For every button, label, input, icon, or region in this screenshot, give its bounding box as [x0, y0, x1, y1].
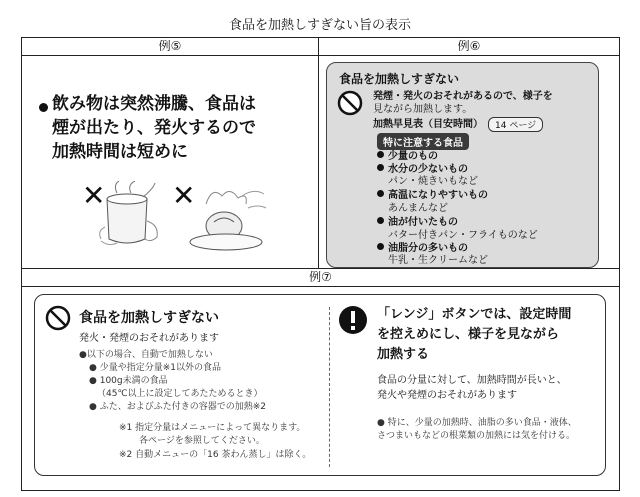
prohibited-x-icon: ✕ — [172, 179, 196, 212]
prohibited-x-icon: ✕ — [82, 179, 106, 212]
examples-table — [21, 37, 620, 491]
page-reference-badge: 14 ページ — [488, 117, 543, 132]
example7-right-body-line: 発火や発煙のおそれがあります — [377, 390, 517, 401]
caution-item: 油脂分の多いもの — [377, 243, 468, 255]
example5-header: 例⑤ — [22, 38, 319, 56]
bullet-icon — [377, 243, 384, 250]
prohibition-icon — [337, 90, 363, 116]
example7-left-intro: ●以下の場合、自動で加熱しない — [79, 350, 213, 360]
example6-panel — [326, 62, 599, 268]
example7-right-title-line: を控えめにし、様子を見ながら — [377, 327, 560, 342]
example7-right-note-line: ● 特に、少量の加熱時、油脂の多い食品・液体、 — [377, 418, 577, 428]
caution-item-detail: バター付きパン・フライものなど — [388, 230, 538, 241]
example7-right-title-line: 加熱する — [377, 347, 430, 362]
example7-left-item: ● 少量や指定分量※1以外の食品 — [89, 363, 221, 373]
caution-item: 少量のもの — [377, 151, 438, 163]
example7-panel — [34, 294, 606, 476]
example7-left-subtitle: 発火・発煙のおそれがあります — [79, 333, 219, 344]
example6-cell — [319, 56, 620, 269]
example7-left-item: ● ふた、およびふた付きの容器での加熱※2 — [89, 402, 266, 412]
exclamation-icon — [338, 305, 368, 335]
example7-right-title — [377, 305, 571, 365]
bullet-icon — [377, 217, 384, 224]
example5-cell — [22, 56, 319, 269]
prohibition-icon — [45, 305, 71, 331]
caution-item-detail: パン・焼きいもなど — [388, 176, 478, 187]
example7-left-note: 各ページを参照してください。 — [139, 436, 265, 446]
caution-item: 油が付いたもの — [377, 217, 458, 229]
example7-right-title-line: 「レンジ」ボタンでは、設定時間 — [377, 307, 572, 322]
boiling-cup-icon — [97, 181, 177, 249]
example7-right-body-line: 食品の分量に対して、加熱時間が長いと、 — [377, 375, 567, 386]
example6-warning-line: 見ながら加熱します。 — [373, 104, 473, 115]
caution-item-detail: 牛乳・生クリームなど — [388, 255, 488, 266]
example7-right-body — [377, 373, 567, 403]
example5-line: 加熱時間は短めに — [52, 142, 188, 162]
example6-header: 例⑥ — [319, 38, 620, 56]
caution-item-detail: あんまんなど — [388, 203, 448, 214]
caution-item: 水分の少ないもの — [377, 164, 468, 176]
example7-right-note-line: さつまいもなどの根菜類の加熱には気を付ける。 — [377, 431, 576, 441]
example5-warning-text — [52, 92, 256, 164]
example6-warning-line: 発煙・発火のおそれがあるので、様子を — [373, 91, 553, 102]
bullet-icon — [39, 103, 48, 112]
bullet-icon — [377, 151, 384, 158]
bullet-icon — [377, 190, 384, 197]
example7-left-item: （45℃以上に設定してあたためるとき） — [97, 389, 263, 399]
example7-divider — [329, 307, 330, 467]
page-title: 食品を加熱しすぎない旨の表示 — [228, 18, 411, 33]
bullet-icon — [377, 164, 384, 171]
caution-item: 高温になりやすいもの — [377, 190, 488, 202]
example7-cell — [22, 287, 620, 491]
example7-left-title: 食品を加熱しすぎない — [79, 310, 219, 326]
burning-food-plate-icon — [182, 186, 272, 254]
example7-right-note — [377, 417, 577, 443]
example7-left-note: ※2 自動メニューの「16 茶わん蒸し」は除く。 — [119, 450, 312, 460]
example7-header: 例⑦ — [22, 269, 620, 287]
example7-left-note: ※1 指定分量はメニューによって異なります。 — [119, 423, 306, 433]
example6-table-label: 加熱早見表（目安時間） — [373, 119, 483, 130]
caution-foods-badge: 特に注意する食品 — [377, 133, 469, 150]
example5-line: 飲み物は突然沸騰、食品は — [52, 94, 256, 114]
example5-line: 煙が出たり、発火するので — [52, 118, 256, 138]
example7-left-item: ● 100g未満の食品 — [89, 376, 168, 386]
example6-title: 食品を加熱しすぎない — [339, 72, 460, 86]
